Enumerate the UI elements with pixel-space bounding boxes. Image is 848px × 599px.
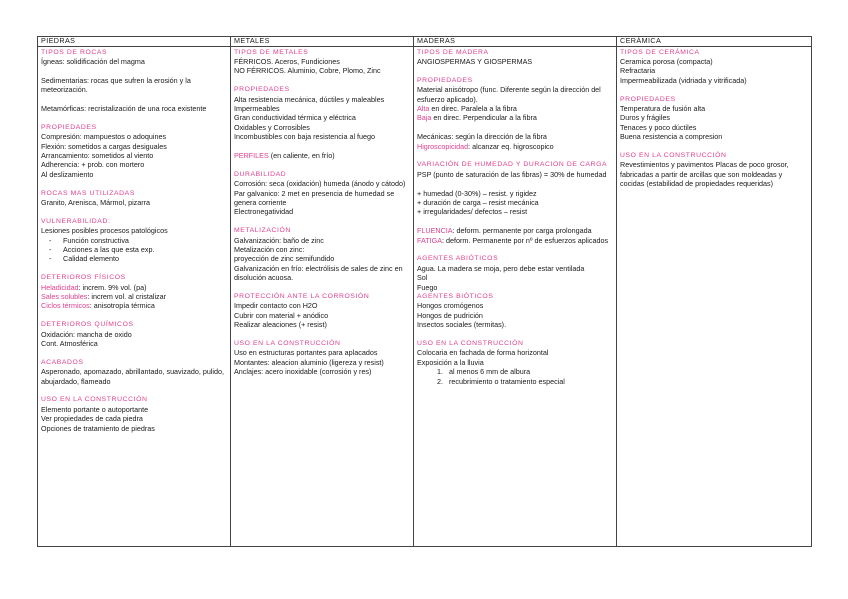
- text-line: Alta resistencia mecánica, dúctiles y maleables: [234, 94, 385, 104]
- text-line: [417, 226, 613, 235]
- text-line: Revestimientos y pavimentos Placas de poco grosor, fabricadas a partir de arcillas que son moldeadas y cocidas (estabilidad de propiedades requeridas): [620, 160, 789, 189]
- text-line: proyección de zinc semifundido: [234, 254, 335, 264]
- term-label: Alta: [417, 103, 430, 113]
- text-line: NO FÉRRICOS. Aluminio, Cobre, Plomo, Zinc: [234, 66, 381, 76]
- text-line: Granito, Arenisca, Mármol, pizarra: [41, 197, 151, 207]
- section-heading: METALIZACIÓN: [234, 227, 291, 235]
- text-line: Electronegatividad: [234, 207, 294, 217]
- text-line: Asperonado, apomazado, abrillantado, suavizado, pulido, abujardado, flameado: [41, 367, 225, 386]
- section-heading: ROCAS MAS UTILIZADAS: [41, 189, 135, 197]
- section-heading: DETERIOROS QUÍMICOS: [41, 321, 134, 329]
- text-line: + humedad (0-30%) – resist. y rigidez: [417, 188, 537, 198]
- text-line: Fuego: [417, 282, 438, 292]
- section-heading: USO EN LA CONSTRUCCIÓN: [620, 151, 727, 159]
- text-line: Exposición a la lluvia: [417, 357, 484, 367]
- term-label: PERFILES: [234, 150, 269, 160]
- term-text: : deform. permanente por carga prolongada: [452, 226, 592, 236]
- text-line: Oxidación: mancha de oxido: [41, 329, 132, 339]
- section-heading: PROPIEDADES: [41, 123, 97, 131]
- section-heading: USO EN LA CONSTRUCCIÓN: [41, 396, 148, 404]
- section-heading: AGENTES ABIÓTICOS: [417, 255, 499, 263]
- text-line: Ígneas: solidificación del magma: [41, 56, 145, 66]
- text-line: Incombustibles con baja resistencia al fuego: [234, 132, 376, 142]
- term-text: en direc. Paralela a la fibra: [429, 103, 517, 113]
- list-item: - Calidad elemento: [63, 254, 227, 263]
- term-label: FLUENCIA: [417, 226, 453, 236]
- text-line: FÉRRICOS. Aceros, Fundiciones: [234, 56, 340, 66]
- text-line: Hongos de pudrición: [417, 310, 483, 320]
- text-line: Corrosión: seca (oxidación) humeda (ánodo y cátodo): [234, 179, 406, 189]
- text-line: Buena resistencia a compresion: [620, 132, 723, 142]
- term-text: : deform. Permanente por nº de esfuerzos aplicados: [442, 235, 609, 245]
- text-line: Duros y frágiles: [620, 113, 670, 123]
- section-heading: VARIACIÓN DE HUMEDAD Y DURACION DE CARGA: [417, 161, 608, 169]
- text-line: Gran conductividad térmica y eléctrica: [234, 113, 356, 123]
- text-line: Ceramica porosa (compacta): [620, 56, 713, 66]
- text-line: [41, 301, 227, 310]
- text-line: Compresión: mampuestos o adoquines: [41, 132, 167, 142]
- text-line: Uso en estructuras portantes para aplacados: [234, 348, 378, 358]
- list-item: - Acciones a las que esta exp.: [63, 245, 227, 254]
- text-line: Material anisótropo (func. Diferente según la dirección del esfuerzo aplicado).: [417, 85, 601, 104]
- text-line: Realizar aleaciones (+ resist): [234, 320, 327, 330]
- text-line: Elemento portante o autoportante: [41, 404, 149, 414]
- term-text: (en caliente, en frío): [268, 150, 335, 160]
- text-line: Tenaces y poco dúctiles: [620, 122, 697, 132]
- section-heading: DURABILIDAD: [234, 170, 287, 178]
- col-header-metales: METALES: [231, 37, 414, 47]
- text-line: Flexión: sometidos a cargas desiguales: [41, 141, 167, 151]
- term-label: Ciclos térmicos: [41, 301, 90, 311]
- text-line: Agua. La madera se moja, pero debe estar ventilada: [417, 263, 585, 273]
- text-line: PSP (punto de saturación de las fibras) = 30% de humedad: [417, 169, 607, 179]
- section-heading: PROPIEDADES: [417, 76, 473, 84]
- text-line: Cont. Atmosférica: [41, 338, 98, 348]
- text-line: Galvanización: baño de zinc: [234, 235, 324, 245]
- materials-table: [37, 36, 812, 547]
- cell-ceramica: [617, 46, 812, 546]
- section-heading: PROPIEDADES: [620, 95, 676, 103]
- text-line: + irregularidades/ defectos – resist: [417, 207, 528, 217]
- section-heading: VULNERABILIDAD:: [41, 217, 111, 225]
- section-heading: USO EN LA CONSTRUCCIÓN: [234, 340, 341, 347]
- section-heading: PROTECCIÓN ANTE LA CORROSIÓN: [234, 292, 370, 300]
- section-heading: TIPOS DE CERÁMICA: [620, 48, 700, 56]
- text-line: Sedimentarias: rocas que sufren la erosión y la meteorización.: [41, 75, 191, 95]
- section-heading: AGENTES BIÓTICOS: [417, 292, 494, 300]
- text-line: [417, 142, 613, 151]
- col-header-ceramica: CERÁMICA: [617, 37, 812, 47]
- header-row: [38, 37, 812, 47]
- col-header-maderas: MADERAS: [414, 37, 617, 47]
- text-line: Impermeabilizada (vidriada y vitrificada): [620, 75, 747, 85]
- section-heading: ACABADOS: [41, 358, 84, 366]
- text-line: Adherencia: + prob. con mortero: [41, 160, 145, 170]
- text-line: Opciones de tratamiento de piedras: [41, 423, 155, 433]
- text-line: Galvanización en frío: electrólisis de sales de zinc en disolución acuosa.: [234, 263, 403, 283]
- section-heading: PROPIEDADES: [234, 86, 290, 94]
- text-line: Insectos sociales (termitas).: [417, 320, 507, 330]
- text-line: Montantes: aleacion aluminio (ligereza y resist): [234, 357, 384, 367]
- text-line: Al deslizamiento: [41, 169, 94, 179]
- term-text: : increm. 9% vol. (pa): [78, 282, 147, 292]
- text-line: Metalización con zinc:: [234, 244, 305, 254]
- term-label: Higroscopicidad: [417, 141, 469, 151]
- term-label: FATIGA: [417, 235, 443, 245]
- section-heading: TIPOS DE MADERA: [417, 48, 489, 56]
- term-text: : increm vol. al cristalizar: [87, 291, 167, 301]
- text-line: Ver propiedades de cada piedra: [41, 414, 143, 424]
- text-line: ANGIOSPERMAS Y GIOSPERMAS: [417, 56, 533, 66]
- content-row: [38, 46, 812, 546]
- text-line: Mecánicas: según la dirección de la fibra: [417, 132, 547, 142]
- text-line: + duración de carga – resist mecánica: [417, 197, 539, 207]
- text-line: Arrancamiento: sometidos al viento: [41, 150, 154, 160]
- cell-piedras: [38, 46, 231, 546]
- section-heading: DETERIOROS FÍSICOS: [41, 274, 126, 282]
- text-line: Hongos cromógenos: [417, 301, 484, 311]
- vulnerability-list: [41, 236, 227, 264]
- col-header-piedras: PIEDRAS: [38, 37, 231, 47]
- term-text: : alcanzar eq. higroscopico: [468, 141, 554, 151]
- text-line: Par galvanico: 2 met en presencia de humedad se genera corriente: [234, 188, 395, 207]
- list-item: - Función constructiva: [63, 236, 227, 245]
- text-line: [417, 113, 613, 122]
- term-label: Heladicidad: [41, 282, 79, 292]
- term-text: : anisotropía térmica: [89, 301, 155, 311]
- text-line: [41, 292, 227, 301]
- section-heading: TIPOS DE ROCAS: [41, 48, 108, 56]
- text-line: Cubrir con material + anódico: [234, 310, 329, 320]
- text-line: [417, 236, 613, 245]
- text-line: [41, 283, 227, 292]
- text-line: Lesiones posibles procesos patológicos: [41, 226, 168, 236]
- text-line: Impedir contacto con H2O: [234, 301, 318, 311]
- text-line: [234, 151, 410, 160]
- text-line: Anclajes: acero inoxidable (corrosión y res): [234, 367, 372, 377]
- text-line: [417, 104, 613, 113]
- section-heading: TIPOS DE METALES: [234, 48, 309, 56]
- section-heading: USO EN LA CONSTRUCCIÓN: [417, 339, 524, 347]
- numbered-list: [417, 367, 613, 386]
- term-text: en direc. Perpendicular a la fibra: [431, 113, 537, 123]
- text-line: Refractaria: [620, 66, 656, 76]
- list-item: 1. al menos 6 mm de albura: [445, 367, 613, 376]
- text-line: Oxidables y Corrosibles: [234, 122, 310, 132]
- text-line: Sol: [417, 273, 428, 283]
- cell-maderas: [414, 46, 617, 546]
- term-label: Baja: [417, 113, 432, 123]
- term-label: Sales solubles: [41, 291, 88, 301]
- text-line: Metamórficas: recristalización de una roca existente: [41, 103, 207, 113]
- text-line: Impermeables: [234, 103, 280, 113]
- list-item: 2. recubrimiento o tratamiento especial: [445, 377, 613, 386]
- cell-metales: [231, 46, 414, 546]
- text-line: Colocaria en fachada de forma horizontal: [417, 348, 549, 358]
- text-line: Temperatura de fusión alta: [620, 103, 706, 113]
